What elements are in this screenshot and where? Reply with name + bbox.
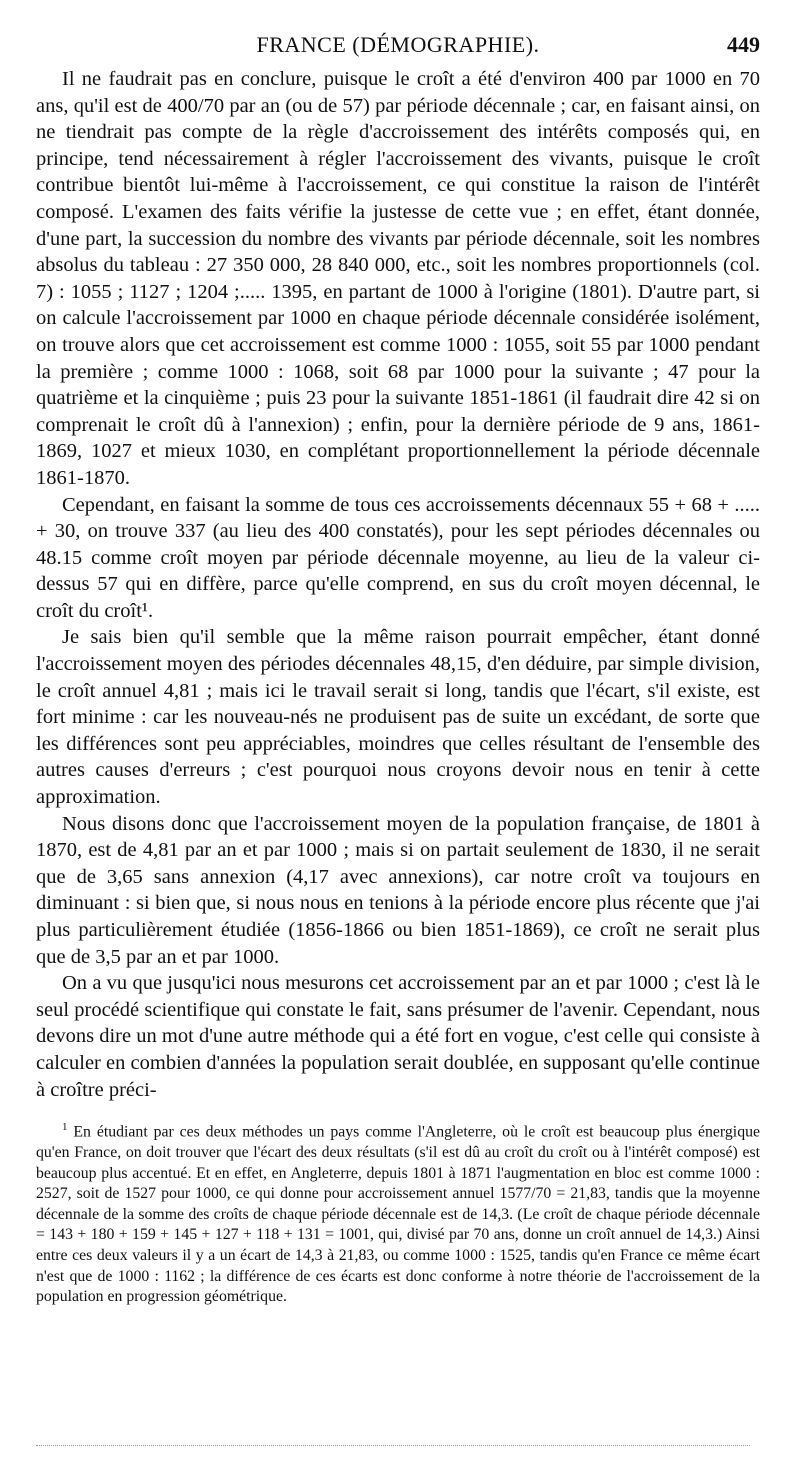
paragraph: Il ne faudrait pas en conclure, puisque le croît a été d'environ 400 par 1000 en 70 ans, qu'il est de 400/70 par an (ou de 57) par période décennale ; car, en faisant ainsi, on ne tiendrait pas compte de la règle d'accroissement des intérêts composés qui, en principe, tend nécessairement à régler l'accroissement des vivants, puisque le croît contribue bientôt lui-même à l'accroissement, ce qui constitue la raison de l'intérêt composé. L'examen des faits vérifie la justesse de cette vue ; en effet, étant donnée, d'une part, la succession du nombre des vivants par période décennale, soit les nombres absolus du tableau : 27 350 000, 28 840 000, etc., soit les nombres proportionnels (col. 7) : 1055 ; 1127 ; 1204 ;..... 1395, en partant de 1000 à l'origine (1801). D'autre part, si on calcule l'accroissement par 1000 en chaque période décennale considérée isolément, on trouve alors que cet accroissement est comme 1000 : 1055, soit 55 par 1000 pendant la première ; comme 1000 : 1068, soit 68 par 1000 pour la suivante ; 47 pour la quatrième et la cinquième ; puis 23 pour la suivante 1851-1861 (il faudrait dire 42 si on comprenait le croît dû à l'annexion) ; enfin, pour la dernière période de 9 ans, 1861-1869, 1027 et mieux 1030, en complétant proportionnellement la période décennale 1861-1870. xyxy=(36,68,760,489)
paragraph: Nous disons donc que l'accroissement moyen de la population française, de 1801 à 1870, est de 4,81 par an et par 1000 ; mais si on partait seulement de 1830, il ne serait que de 3,65 sans annexion (4,17 avec annexions), car notre croît va toujours en diminuant : si bien que, si nous nous en tenions à la période encore plus récente que j'ai plus particulièrement étudiée (1856-1866 ou bien 1851-1869), ce croît ne serait plus que de 3,5 par an et par 1000. xyxy=(36,812,760,968)
footnote-text: En étudiant par ces deux méthodes un pays comme l'Angleterre, où le croît est beaucoup plus énergique qu'en France, on doit trouver que l'écart des deux résultats (s'il est dû au croît du croît ou à l'intérêt composé) est beaucoup plus accentué. Et en effet, en Angleterre, depuis 1801 à 1871 l'augmentation en bloc est comme 1000 : 2527, soit de 1527 pour 1000, ce qui donne pour accroissement annuel 1577/70 = 21,83, tandis que la moyenne décennale de la somme des croîts de chaque période décennale est de 14,3. (Le croît de chaque période décennale = 143 + 180 + 159 + 145 + 127 + 118 + 131 = 1001, qui, divisé par 70 ans, donne un croît annuel de 14,3.) Ainsi entre ces deux valeurs il y a un écart de 14,3 à 21,83, ou comme 1000 : 1525, tandis qu'en France ce même écart n'est que de 1000 : 1162 ; la différence de ces écarts est donc conforme à notre théorie de l'accroissement de la population en progression géométrique. xyxy=(36,1123,760,1306)
page-number: 449 xyxy=(727,32,760,57)
running-title: FRANCE (DÉMOGRAPHIE). xyxy=(256,32,540,57)
paragraph: Cependant, en faisant la somme de tous ces accroissements décennaux 55 + 68 + ..... + 30, on trouve 337 (au lieu des 400 constatés), pour les sept périodes décennales ou 48.15 comme croît moyen par période décennale moyenne, au lieu de la valeur ci-dessus 57 qui en diffère, parce qu'elle comprend, en sus du croît moyen décennal, le croît du croît¹. xyxy=(36,493,760,622)
paragraph: On a vu que jusqu'ici nous mesurons cet accroissement par an et par 1000 ; c'est là le seul procédé scientifique qui constate le fait, sans présumer de l'avenir. Cependant, nous devons dire un mot d'une autre méthode qui a été fort en vogue, c'est celle qui consiste à calculer en combien d'années la population serait doublée, en supposant qu'elle continue à croître préci- xyxy=(36,972,760,1101)
bottom-rule xyxy=(36,1445,750,1446)
footnote xyxy=(36,1117,760,1308)
footnote-marker: 1 xyxy=(62,1121,68,1134)
body-text xyxy=(36,66,760,1103)
paragraph: Je sais bien qu'il semble que la même raison pourrait empêcher, étant donné l'accroissement moyen des périodes décennales 48,15, d'en déduire, par simple division, le croît annuel 4,81 ; mais ici le travail serait si long, tandis que l'écart, s'il existe, est fort minime : car les nouveau-nés ne produisent pas de suite un excédant, de sorte que les différences sont peu appréciables, moindres que celles résultant de l'ensemble des autres causes d'erreurs ; c'est pourquoi nous croyons devoir nous en tenir à cette approximation. xyxy=(36,626,760,809)
page-header xyxy=(36,28,760,58)
